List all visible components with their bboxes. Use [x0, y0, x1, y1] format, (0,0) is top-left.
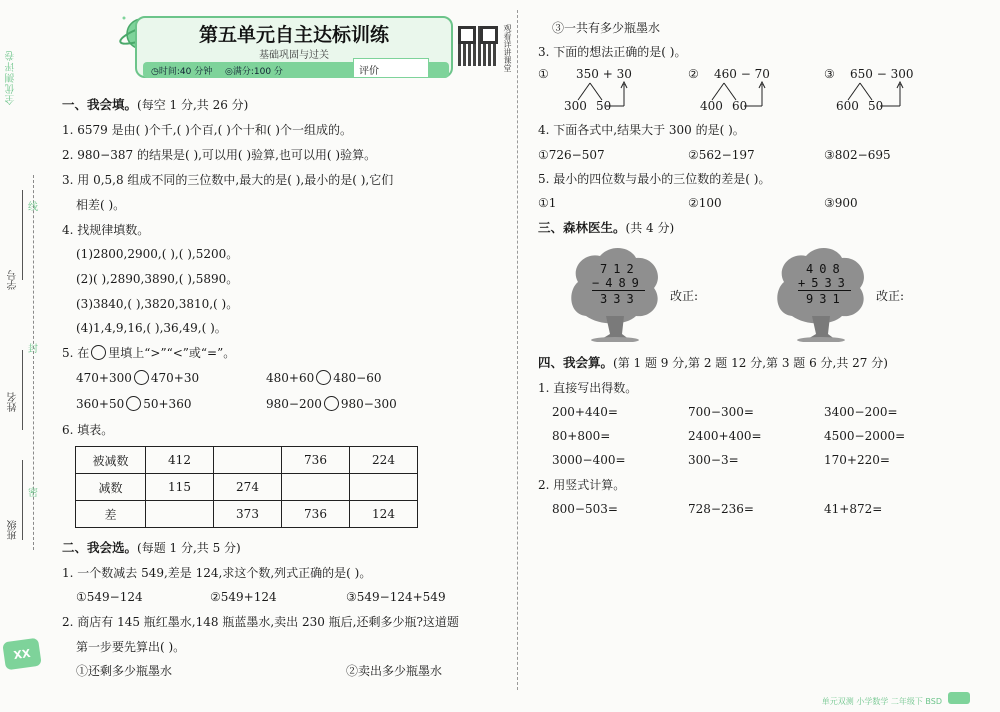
vertical-calc-item: 728−236=: [688, 502, 754, 516]
section-calc-heading: 四、我会算。: [538, 355, 614, 370]
option-expression: 650 − 300: [850, 67, 914, 81]
section-calc-note: (第 1 题 9 分,第 2 题 12 分,第 3 题 6 分,共 27 分): [613, 356, 888, 370]
section-choice-title: [62, 540, 241, 556]
score-info: ◎满分:100 分: [225, 67, 283, 77]
choice-2-cont: 第一步要先算出( )。: [76, 640, 186, 654]
choice-3: 3. 下面的想法正确的是( )。: [538, 45, 687, 59]
student-id-line: [22, 190, 23, 280]
class-label: 班级: [8, 520, 19, 540]
question-3: 3. 用 0,5,8 组成不同的三位数中,最大的是( ),最小的是( ),它们: [62, 173, 394, 187]
tree-equation-line: 333: [600, 292, 640, 306]
name-label: 姓名: [8, 392, 19, 412]
compare-right: 980−300: [340, 397, 397, 411]
compare-item-1: [76, 370, 199, 386]
table-cell: 差: [76, 501, 146, 528]
seal-mark-seal: 封: [28, 344, 38, 355]
vertical-calc-item: 41+872=: [824, 502, 883, 516]
question-5: [62, 345, 235, 361]
circle-blank: [91, 345, 106, 360]
table-cell: 115: [146, 474, 214, 501]
question-4-1: (1)2800,2900,( ),( ),5200。: [76, 247, 239, 261]
split-part-b: 50: [868, 99, 884, 113]
question-5-prefix: 5. 在: [62, 346, 90, 360]
section-choice-heading: 二、我会选。: [62, 540, 138, 555]
mental-math-item: 700−300=: [688, 405, 754, 419]
question-4-4: (4)1,4,9,16,( ),36,49,( )。: [76, 321, 227, 335]
evaluation-box[interactable]: [353, 58, 429, 78]
thinking-option-3[interactable]: [824, 66, 934, 120]
question-4-2: (2)( ),2890,3890,( ),5890。: [76, 272, 239, 286]
option-expression: 460 − 70: [714, 67, 770, 81]
fill-table: [75, 446, 418, 528]
choice-1-option-1[interactable]: ①549−124: [76, 590, 143, 604]
split-part-b: 60: [732, 99, 748, 113]
question-1: 1. 6579 是由( )个千,( )个百,( )个十和( )个一组成的。: [62, 123, 352, 137]
mental-math-item: 170+220=: [824, 453, 890, 467]
choice-5-option-2[interactable]: ②100: [688, 196, 722, 210]
section-choice-note: (每题 1 分,共 5 分): [137, 541, 241, 555]
table-row: [76, 474, 418, 501]
tree-problem-1: [566, 246, 664, 342]
choice-2-option-2[interactable]: ②卖出多少瓶墨水: [346, 664, 443, 678]
question-6: 6. 填表。: [62, 423, 114, 437]
mental-math-item: 80+800=: [552, 429, 611, 443]
section-doctor-heading: 三、森林医生。: [538, 220, 626, 235]
question-3-cont: 相差( )。: [76, 198, 126, 212]
choice-2-option-3[interactable]: ③一共有多少瓶墨水: [552, 21, 661, 35]
table-cell: 224: [350, 447, 418, 474]
choice-1-option-3[interactable]: ③549−124+549: [346, 590, 446, 604]
seal-mark-line: 线: [28, 202, 38, 213]
thinking-option-1[interactable]: [538, 66, 648, 120]
section-doctor-title: [538, 220, 674, 236]
table-cell[interactable]: [350, 474, 418, 501]
correction-label-2: 改正:: [876, 289, 905, 303]
question-4-3: (3)3840,( ),3820,3810,( )。: [76, 297, 239, 311]
choice-4-option-3[interactable]: ③802−695: [824, 148, 891, 162]
brand-vertical: 全优测评卷: [6, 50, 17, 105]
split-arrow-icon: [538, 66, 648, 120]
class-line: [22, 460, 23, 540]
option-expression: 350 + 30: [576, 67, 632, 81]
vertical-calc-item: 800−503=: [552, 502, 618, 516]
page-title: 第五单元自主达标训练: [198, 24, 389, 46]
compare-item-4: [266, 396, 397, 412]
table-cell[interactable]: [146, 501, 214, 528]
tree-equation-line: 408: [806, 262, 846, 276]
choice-1-option-2[interactable]: ②549+124: [210, 590, 277, 604]
split-part-a: 600: [836, 99, 859, 113]
option-number: ③: [824, 67, 835, 81]
choice-4-option-2[interactable]: ②562−197: [688, 148, 755, 162]
table-cell[interactable]: [282, 474, 350, 501]
table-row: [76, 501, 418, 528]
compare-right: 470+30: [150, 371, 200, 385]
compare-circle[interactable]: [316, 370, 331, 385]
table-cell: 373: [214, 501, 282, 528]
page-subtitle: 基础巩固与过关: [259, 50, 329, 61]
section-doctor-note: (共 4 分): [625, 221, 675, 235]
calc-part-2: 2. 用竖式计算。: [538, 478, 626, 492]
name-line: [22, 350, 23, 430]
choice-2: 2. 商店有 145 瓶红墨水,148 瓶蓝墨水,卖出 230 瓶后,还剩多少瓶?这道题: [62, 615, 459, 629]
binding-strip: [0, 0, 52, 712]
page-divider: [517, 10, 518, 690]
compare-right: 50+360: [143, 397, 192, 411]
table-cell: 412: [146, 447, 214, 474]
title-banner: [135, 16, 453, 78]
calc-part-1: 1. 直接写出得数。: [538, 381, 638, 395]
choice-5-option-3[interactable]: ③900: [824, 196, 858, 210]
tree-problem-2: [772, 246, 870, 342]
thinking-option-2[interactable]: [688, 66, 798, 120]
section-calc-title: [538, 355, 888, 371]
compare-left: 980−200: [266, 397, 322, 411]
split-part-a: 400: [700, 99, 723, 113]
compare-item-2: [266, 370, 381, 386]
footer-text: 单元双测 小学数学 二年级下 BSD: [821, 697, 942, 706]
table-cell: 736: [282, 501, 350, 528]
question-4: 4. 找规律填数。: [62, 223, 150, 237]
publisher-logo: ⅩⅩ: [2, 638, 42, 671]
choice-5: 5. 最小的四位数与最小的三位数的差是( )。: [538, 172, 771, 186]
evaluation-label: 评价: [359, 66, 379, 77]
student-id-label: 学号: [8, 270, 19, 290]
table-cell: 736: [282, 447, 350, 474]
table-cell: 被减数: [76, 447, 146, 474]
table-cell: 274: [214, 474, 282, 501]
tree-equation-line: +533: [798, 276, 851, 290]
qr-code-icon[interactable]: [458, 26, 498, 66]
choice-4: 4. 下面各式中,结果大于 300 的是( )。: [538, 123, 745, 137]
compare-left: 360+50: [76, 397, 125, 411]
mental-math-item: 4500−2000=: [824, 429, 906, 443]
table-cell: 124: [350, 501, 418, 528]
compare-right: 480−60: [333, 371, 382, 385]
section-fill-heading: 一、我会填。: [62, 97, 138, 112]
table-cell: 减数: [76, 474, 146, 501]
compare-left: 470+300: [76, 371, 132, 385]
question-5-suffix: 里填上“>”“<”或“=”。: [108, 346, 236, 360]
mental-math-item: 2400+400=: [688, 429, 762, 443]
section-fill-note: (每空 1 分,共 26 分): [137, 98, 249, 112]
time-info: ◷时间:40 分钟: [151, 67, 213, 77]
section-fill-title: [62, 97, 248, 113]
table-cell[interactable]: [214, 447, 282, 474]
mental-math-item: 300−3=: [688, 453, 739, 467]
split-part-a: 300: [564, 99, 587, 113]
choice-2-option-1[interactable]: ①还剩多少瓶墨水: [76, 664, 173, 678]
choice-1: 1. 一个数减去 549,差是 124,求这个数,列式正确的是( )。: [62, 566, 372, 580]
split-part-b: 50: [596, 99, 612, 113]
compare-left: 480+60: [266, 371, 315, 385]
table-row: [76, 447, 418, 474]
correction-label-1: 改正:: [670, 289, 699, 303]
option-number: ①: [538, 67, 549, 81]
compare-circle[interactable]: [126, 396, 141, 411]
mental-math-item: 3000−400=: [552, 453, 626, 467]
choice-5-option-1[interactable]: ①1: [538, 196, 557, 210]
footer-badge: [948, 692, 970, 704]
seal-mark-secret: 密: [28, 488, 38, 499]
question-2: 2. 980−387 的结果是( ),可以用( )验算,也可以用( )验算。: [62, 148, 377, 162]
qr-note: 观看详讲课堂: [503, 24, 512, 72]
compare-circle[interactable]: [134, 370, 149, 385]
option-number: ②: [688, 67, 699, 81]
mental-math-item: 3400−200=: [824, 405, 898, 419]
tree-equation-line: −489: [592, 276, 645, 290]
choice-4-option-1[interactable]: ①726−507: [538, 148, 605, 162]
compare-circle[interactable]: [324, 396, 339, 411]
tree-equation-line: 931: [806, 292, 846, 306]
tree-equation-line: 712: [600, 262, 640, 276]
compare-item-3: [76, 396, 191, 412]
mental-math-item: 200+440=: [552, 405, 618, 419]
